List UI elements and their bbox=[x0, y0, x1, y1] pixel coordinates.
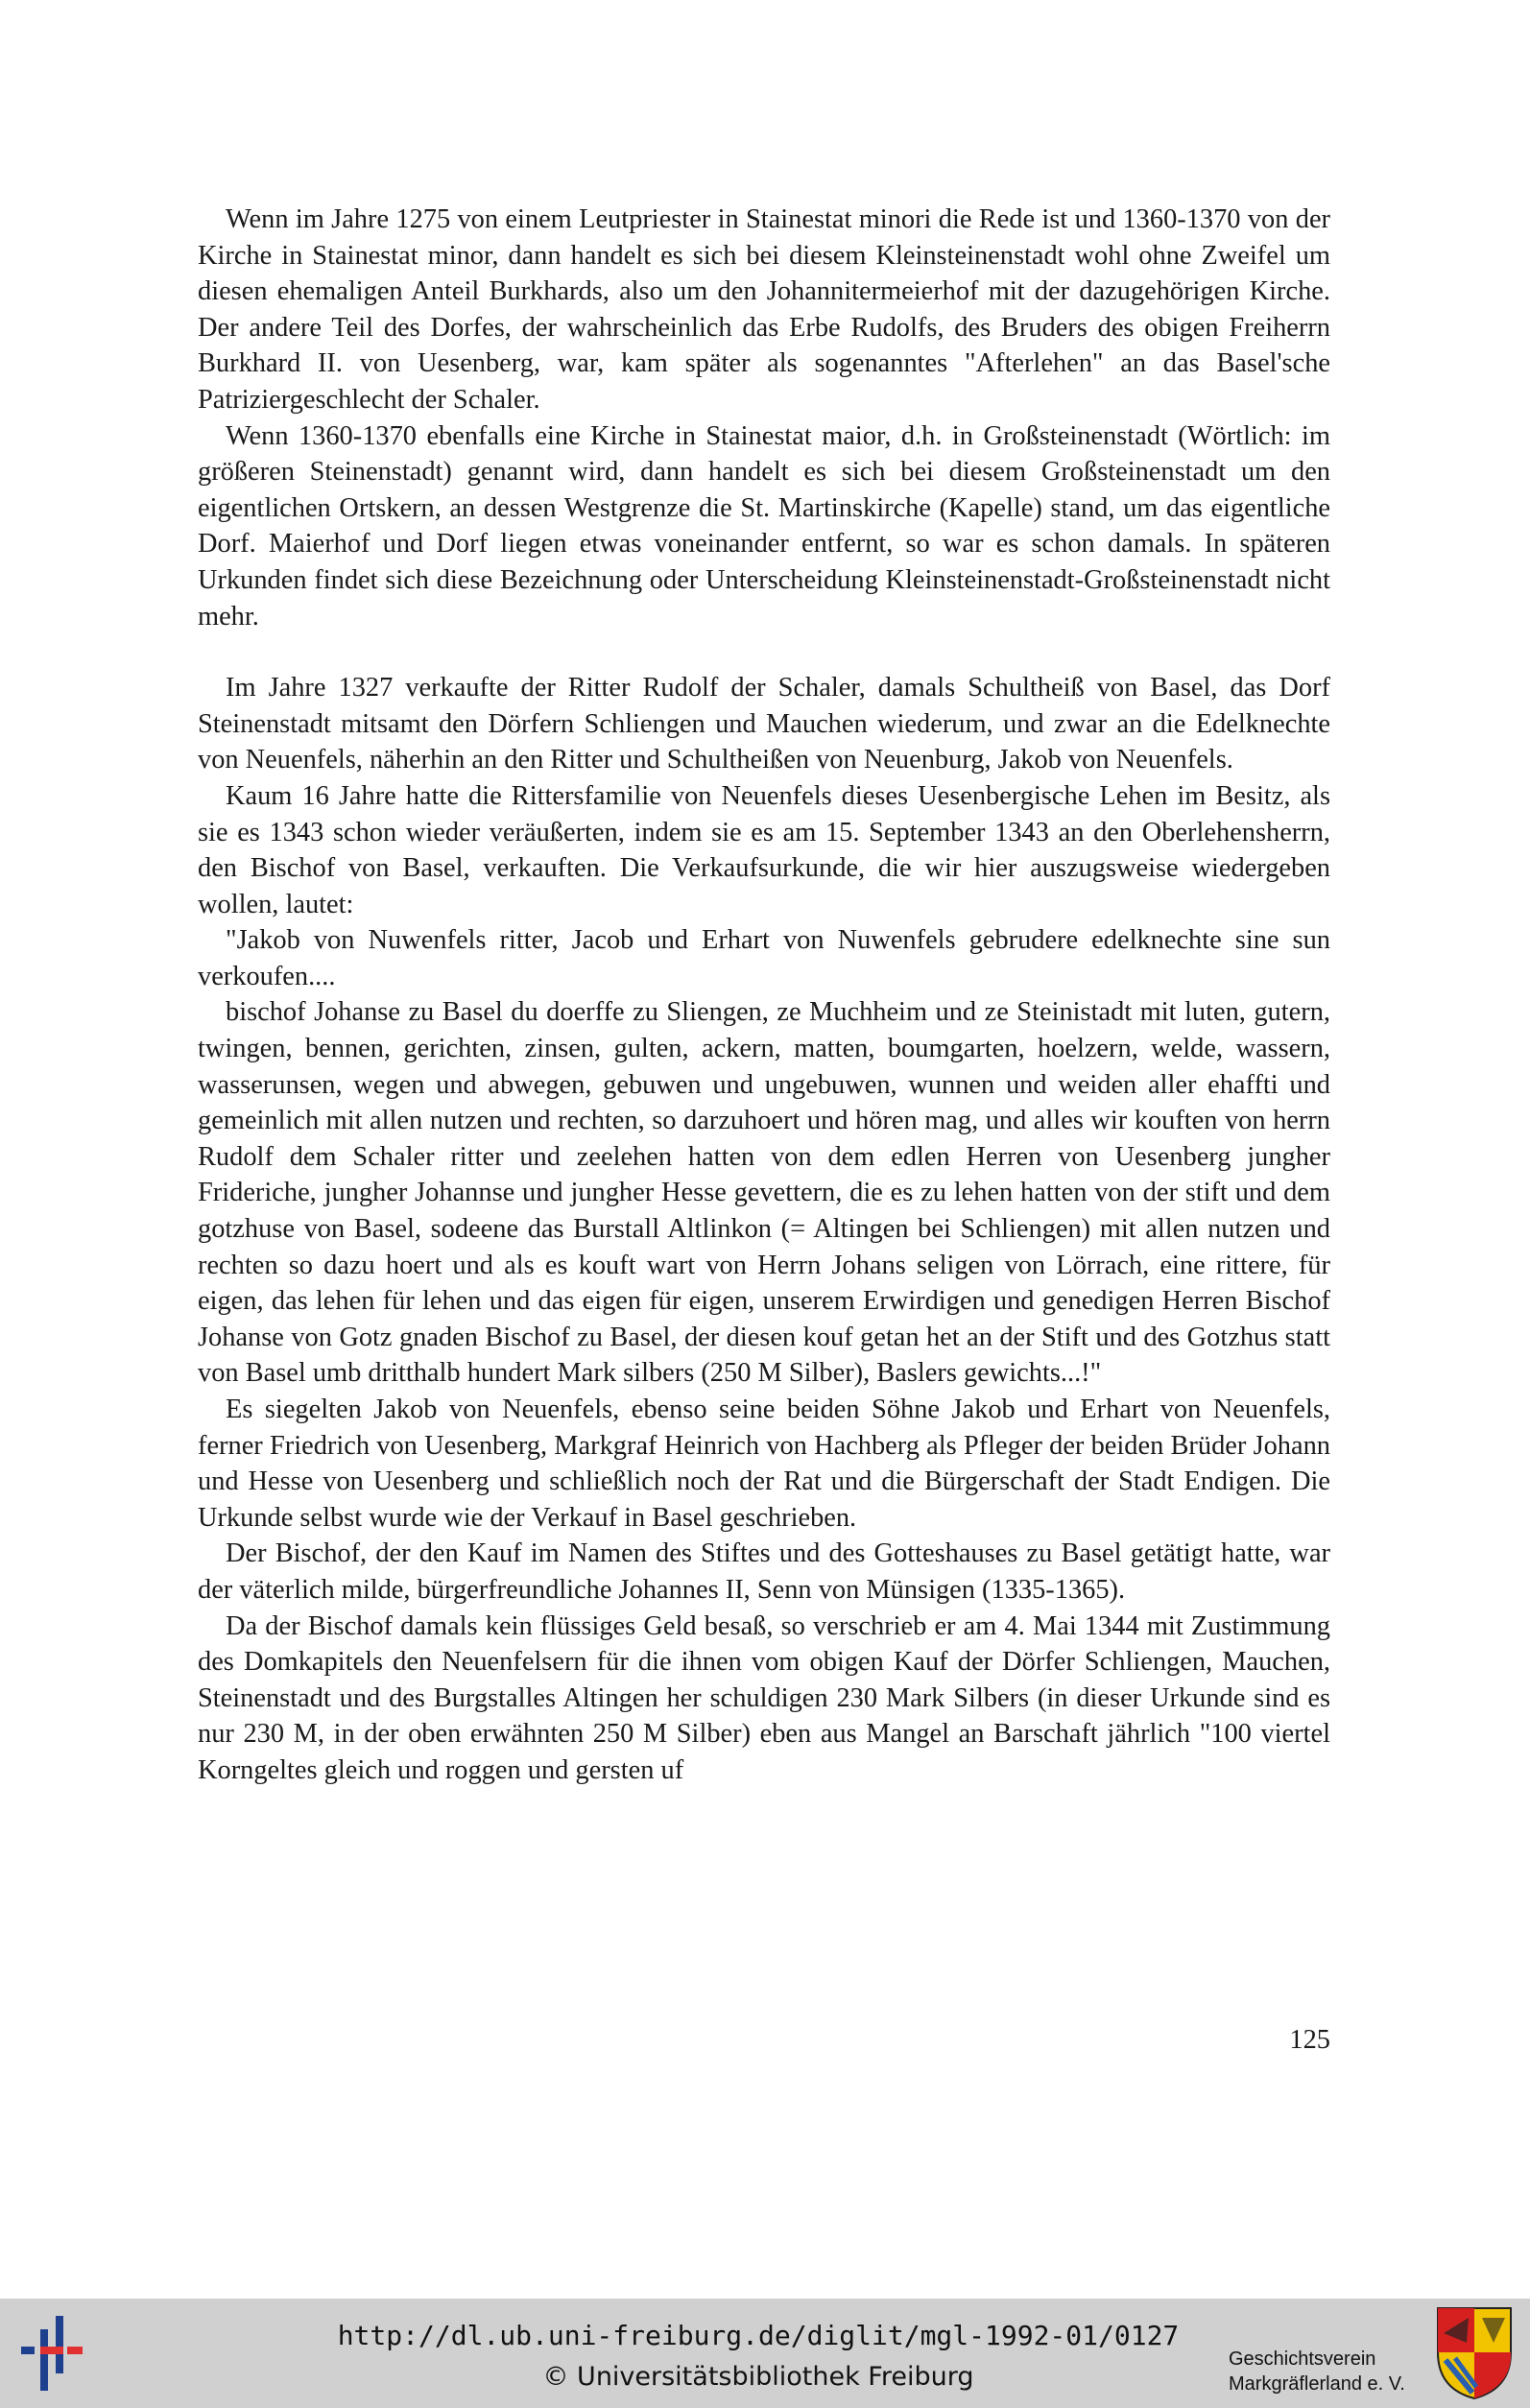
quote-paragraph: "Jakob von Nuwenfels ritter, Jacob und Erhart von Nuwenfels gebrudere edelknechte sine sun verkoufen.... bbox=[198, 925, 1330, 991]
quote-paragraph: bischof Johanse zu Basel du doerffe zu Sliengen, ze Muchheim und ze Steinistadt mit luten, gutern, twingen, bennen, gerichten, zinsen, gulten, ackern, matten, boumgarten, hoelzern, welde, wassern, wasserunsen, wegen und abwegen, gebuwen und ungebuwen, wunnen und weiden aller ehaffti und gemeinlich mit allen nutzen und rechten, so darzuhoert und hören mag, und alles wir kouften von herrn Rudolf dem Schaler ritter und zeelehen hatten von dem edlen Herren von Uesenberg jungher Frideriche, jungher Johannse und jungher Hesse gevettern, die es zu lehen hatten von der stift und dem gotzhuse von Basel, sodeene das Burstall Altlinkon (= Altingen bei Schliengen) mit allen nutzen und rechten so dazu hoert und als es kouft wart von Herrn Johans seligen von Lörrach, eine rittere, für eigen, das lehen für lehen und das eigen für eigen, unserem Erwirdigen und genedigen Herren Bischof Johanse von Gotz gnaden Bischof zu Basel, der diesen kouf getan het an der Stift und des Gotzhus statt von Basel umb dritthalb hundert Mark silbers (250 M Silber), Baslers gewichts...!" bbox=[198, 997, 1330, 1389]
footer-bar bbox=[0, 2299, 1530, 2408]
society-name-line2: Markgräflerland e. V. bbox=[1229, 2373, 1405, 2395]
paragraph: Es siegelten Jakob von Neuenfels, ebenso seine beiden Söhne Jakob und Erhart von Neuenfels, ferner Friedrich von Uesenberg, Markgraf Heinrich von Hachberg als Pfleger der beiden Brüder Johann und Hesse von Uesenberg und schließlich noch der Rat und die Bürgerschaft der Stadt Endigen. Die Urkunde selbst wurde wie der Verkauf in Basel geschrieben. bbox=[198, 1395, 1330, 1533]
society-name bbox=[1229, 2347, 1430, 2396]
footer-copyright: © Universitätsbibliothek Freiburg bbox=[542, 2362, 974, 2392]
coat-of-arms-icon bbox=[1434, 2304, 1515, 2400]
page-text bbox=[198, 202, 1330, 1789]
page-number: 125 bbox=[1289, 2025, 1330, 2055]
paragraph: Im Jahre 1327 verkaufte der Ritter Rudolf der Schaler, damals Schultheiß von Basel, das Dorf Steinenstadt mitsamt den Dörfern Schliengen und Mauchen wiederum, und zwar an die Edelknechte von Neuenfels, näherhin an den Ritter und Schultheißen von Neuenburg, Jakob von Neuenfels. bbox=[198, 673, 1330, 775]
paragraph-gap bbox=[198, 634, 1330, 670]
paragraph: Der Bischof, der den Kauf im Namen des Stiftes und des Gotteshauses zu Basel getätigt hatte, war der väterlich milde, bürgerfreundliche Johannes II, Senn von Münsigen (1335-1365). bbox=[198, 1538, 1330, 1605]
footer-url-link[interactable]: http://dl.ub.uni-freiburg.de/diglit/mgl-1992-01/0127 bbox=[337, 2320, 1180, 2351]
society-name-line1: Geschichtsverein bbox=[1229, 2348, 1376, 2370]
paragraph: Wenn im Jahre 1275 von einem Leutpriester in Stainestat minori die Rede ist und 1360-1370 von der Kirche in Stainestat minor, dann handelt es sich bei diesem Kleinsteinenstadt wohl ohne Zweifel um diesen ehemaligen Anteil Burkhards, also um den Johannitermeierhof mit der dazugehörigen Kirche. Der andere Teil des Dorfes, der wahrscheinlich das Erbe Rudolfs, des Bruders des obigen Freiherrn Burkhard II. von Uesenberg, war, kam später als sogenanntes "Afterlehen" an das Basel'sche Patriziergeschlecht der Schaler. bbox=[198, 204, 1330, 415]
paragraph: Da der Bischof damals kein flüssiges Geld besaß, so verschrieb er am 4. Mai 1344 mit Zustimmung des Domkapitels den Neuenfelsern für die ihnen vom obigen Kauf der Dörfer Schliengen, Mauchen, Steinenstadt und des Burgstalles Altingen her schuldigen 230 Mark Silbers (in dieser Urkunde sind es nur 230 M, in der oben erwähnten 250 M Silber) eben aus Mangel an Barschaft jährlich "100 viertel Korngeltes gleich und roggen und gersten uf bbox=[198, 1610, 1330, 1785]
paragraph: Kaum 16 Jahre hatte die Rittersfamilie von Neuenfels dieses Uesenbergische Lehen im Besitz, als sie es 1343 schon wieder veräußerten, indem sie es am 15. September 1343 an den Oberlehensherrn, den Bischof von Basel, verkauften. Die Verkaufsurkunde, die wir hier auszugsweise wiedergeben wollen, lautet: bbox=[198, 780, 1330, 919]
paragraph: Wenn 1360-1370 ebenfalls eine Kirche in Stainestat maior, d.h. in Großsteinenstadt (Wörtlich: im größeren Steinenstadt) genannt wird, dann handelt es sich bei diesem Großsteinenstadt um den eigentlichen Ortskern, an dessen Westgrenze die St. Martinskirche (Kapelle) stand, um das eigentliche Dorf. Maierhof und Dorf liegen etwas voneinander entfernt, so war es schon damals. In späteren Urkunden findet sich diese Bezeichnung oder Unterscheidung Kleinsteinenstadt-Großsteinenstadt nicht mehr. bbox=[198, 420, 1330, 632]
ub-freiburg-logo-icon[interactable] bbox=[15, 2310, 98, 2395]
